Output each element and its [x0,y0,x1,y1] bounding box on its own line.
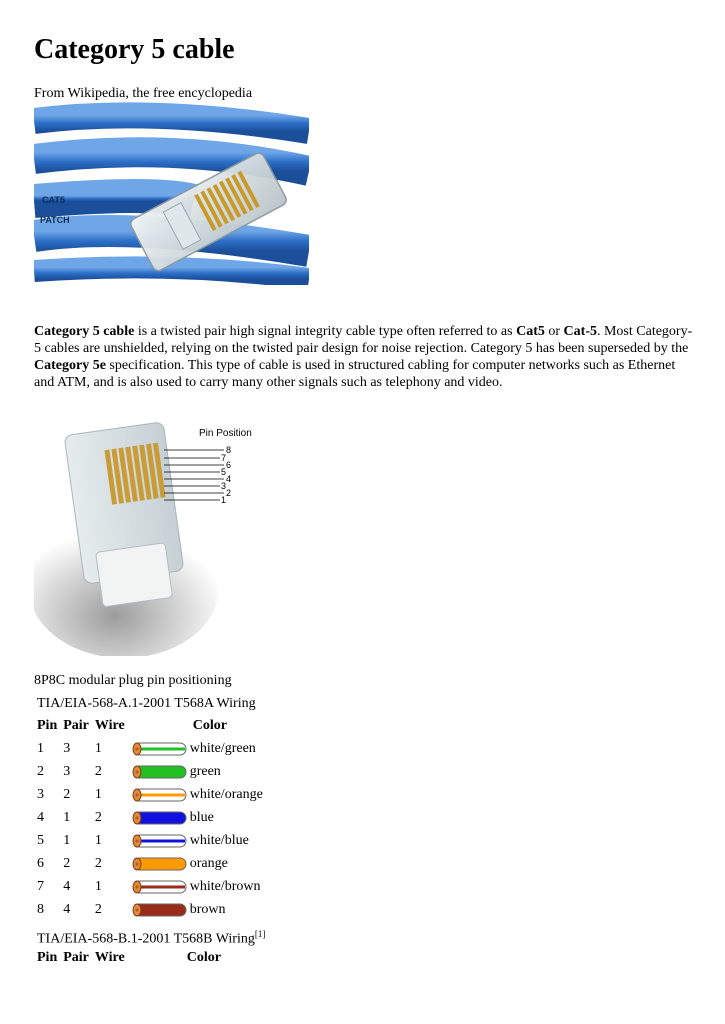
wire-swatch-icon [128,829,190,852]
header-wire: Wire [94,717,125,733]
wire-swatch-icon [128,875,190,898]
alias-cat-5: Cat-5 [563,324,597,339]
cell-wire: 2 [94,809,102,825]
pin-label-8: 8 [226,445,232,455]
term-category5e: Category 5e [34,358,106,373]
8p8c-plug-diagram [34,408,260,656]
cell-pair: 2 [63,786,71,802]
cell-pin: 4 [37,809,44,825]
page-title: Category 5 cable [34,34,235,65]
cell-pair: 3 [63,763,71,779]
cat5-cable-photo [34,101,309,285]
header-pin: Pin [37,949,58,965]
cell-pin: 2 [37,763,44,779]
header-wire: Wire [94,949,125,965]
cell-wire: 2 [94,763,102,779]
cell-pin: 7 [37,878,44,894]
wire-swatch-icon [128,760,190,783]
plug-caption: 8P8C modular plug pin positioning [34,673,232,688]
table-row [34,852,266,875]
cell-pair: 1 [63,832,71,848]
table-row [34,737,266,760]
cell-color: white/green [189,740,256,756]
term-category5: Category 5 cable [34,324,135,339]
pin-label-7: 7 [221,453,227,463]
cell-color: orange [189,855,228,871]
table-row [34,783,266,806]
cell-wire: 2 [94,901,102,917]
cell-color: white/blue [189,832,249,848]
table-row [34,829,266,852]
cell-pair: 2 [63,855,71,871]
table-header-row [34,714,266,737]
cable-print-1: CAT5 [42,195,65,205]
pin-label-1: 1 [221,495,227,505]
pin-label-5: 5 [221,467,227,477]
cell-pin: 6 [37,855,44,871]
pin-label-3: 3 [221,481,227,491]
table-row [34,760,266,783]
t568a-table [34,714,266,921]
table-row [34,898,266,921]
cell-wire: 1 [94,740,102,756]
wire-swatch-icon [128,898,190,921]
cell-color: blue [189,809,214,825]
page-subtitle: From Wikipedia, the free encyclopedia [34,86,253,101]
pin-label-2: 2 [226,488,232,498]
table-header-row [34,946,224,969]
cell-wire: 2 [94,855,102,871]
wire-swatch-icon [128,737,190,760]
cell-color: green [189,763,221,779]
cell-pair: 1 [63,809,71,825]
pin-label-6: 6 [226,460,232,470]
cell-pair: 4 [63,878,71,894]
header-color: Color [186,949,221,965]
t568b-caption: TIA/EIA-568-B.1-2001 T568B Wiring[1] [37,929,266,947]
cell-color: white/brown [189,878,261,894]
cell-pair: 3 [63,740,71,756]
cell-wire: 1 [94,786,102,802]
t568b-table [34,946,224,969]
wire-swatch-icon [128,783,190,806]
cable-print-2: PATCH [40,215,70,225]
pin-position-label: Pin Position [199,428,252,439]
header-pair: Pair [63,949,89,965]
cell-color: brown [189,901,226,917]
header-pin: Pin [37,717,58,733]
cell-pair: 4 [63,901,71,917]
cell-pin: 1 [37,740,44,756]
header-pair: Pair [63,717,89,733]
pin-label-4: 4 [226,474,232,484]
cell-pin: 8 [37,901,44,917]
cell-pin: 3 [37,786,44,802]
wire-swatch-icon [128,852,190,875]
alias-cat5: Cat5 [516,324,545,339]
table-row [34,875,266,898]
t568a-caption: TIA/EIA-568-A.1-2001 T568A Wiring [37,696,256,711]
cell-wire: 1 [94,832,102,848]
cell-wire: 1 [94,878,102,894]
intro-paragraph: Category 5 cable is a twisted pair high signal integrity cable type often referred to as Cat5 or Cat-5. Most Category-5 cables are unshielded, relying on the twisted pair design for noise rejection. Category 5 has been superseded by the Category 5e specification. This type of cable is used in structured cabling for computer networks such as Ethernet and ATM, and is also used to carry many other signals such as telephony and video. [34,324,693,390]
cell-color: white/orange [189,786,263,802]
wire-swatch-icon [128,806,190,829]
footnote-link[interactable]: [1] [254,929,266,939]
table-row [34,806,266,829]
header-color: Color [192,717,227,733]
cell-pin: 5 [37,832,44,848]
